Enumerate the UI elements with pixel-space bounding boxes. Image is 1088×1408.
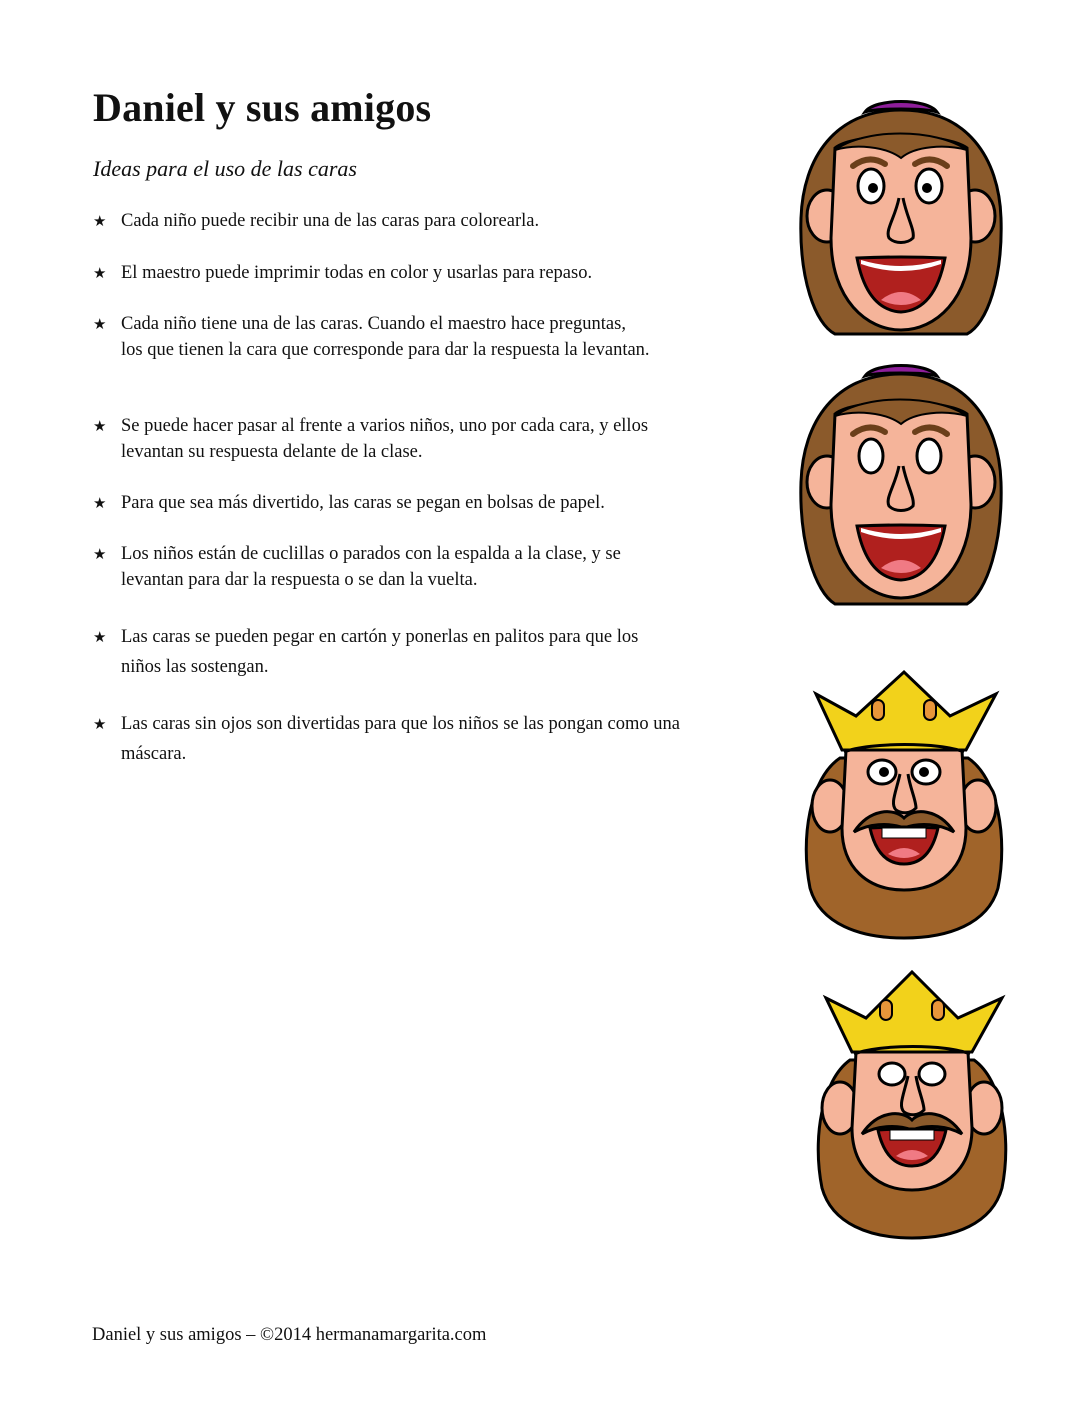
star-icon: ★: [93, 315, 107, 333]
star-icon: ★: [93, 545, 107, 563]
list-item: [93, 311, 693, 363]
list-item: [93, 208, 693, 234]
list-item: [93, 709, 693, 769]
star-icon: ★: [93, 628, 107, 646]
page-subtitle: Ideas para el uso de las caras: [93, 156, 357, 181]
list-item: [93, 541, 693, 593]
list-item-text: Las caras se pueden pegar en cartón y ponerlas en palitos para que los niños las sostengan.: [121, 627, 639, 677]
star-icon: ★: [93, 494, 107, 512]
list-item-text: Los niños están de cuclillas o parados con la espalda a la clase, y se levantan para dar la respuesta o se dan la vuelta.: [121, 544, 621, 590]
list-item-text: Se puede hacer pasar al frente a varios niños, uno por cada cara, y ellos levantan su respuesta delante de la clase.: [121, 416, 649, 462]
list-item-text: Cada niño tiene una de las caras. Cuando el maestro hace preguntas, los que tienen la cara que corresponde para dar la respuesta la levantan.: [121, 314, 650, 360]
star-icon: ★: [93, 212, 107, 230]
star-icon: ★: [93, 715, 107, 733]
page-footer: Daniel y sus amigos – ©2014 hermanamargarita.com: [92, 1325, 487, 1345]
young-man-face-icon: [795, 88, 1007, 340]
star-icon: ★: [93, 417, 107, 435]
list-item-text: Cada niño puede recibir una de las caras para colorearla.: [121, 211, 540, 231]
list-item: [93, 622, 693, 682]
king-mask-icon: [812, 968, 1012, 1240]
list-item-text: Las caras sin ojos son divertidas para que los niños se las pongan como una máscara.: [121, 714, 680, 764]
young-man-mask-icon: [795, 352, 1007, 610]
list-item-text: El maestro puede imprimir todas en color y usarlas para repaso.: [121, 263, 593, 283]
list-item-text: Para que sea más divertido, las caras se pegan en bolsas de papel.: [121, 493, 605, 513]
list-item: [93, 490, 693, 516]
list-item: [93, 260, 693, 286]
list-item: [93, 413, 693, 465]
star-icon: ★: [93, 264, 107, 282]
king-face-icon: [800, 668, 1008, 940]
page-title: Daniel y sus amigos: [93, 85, 432, 130]
